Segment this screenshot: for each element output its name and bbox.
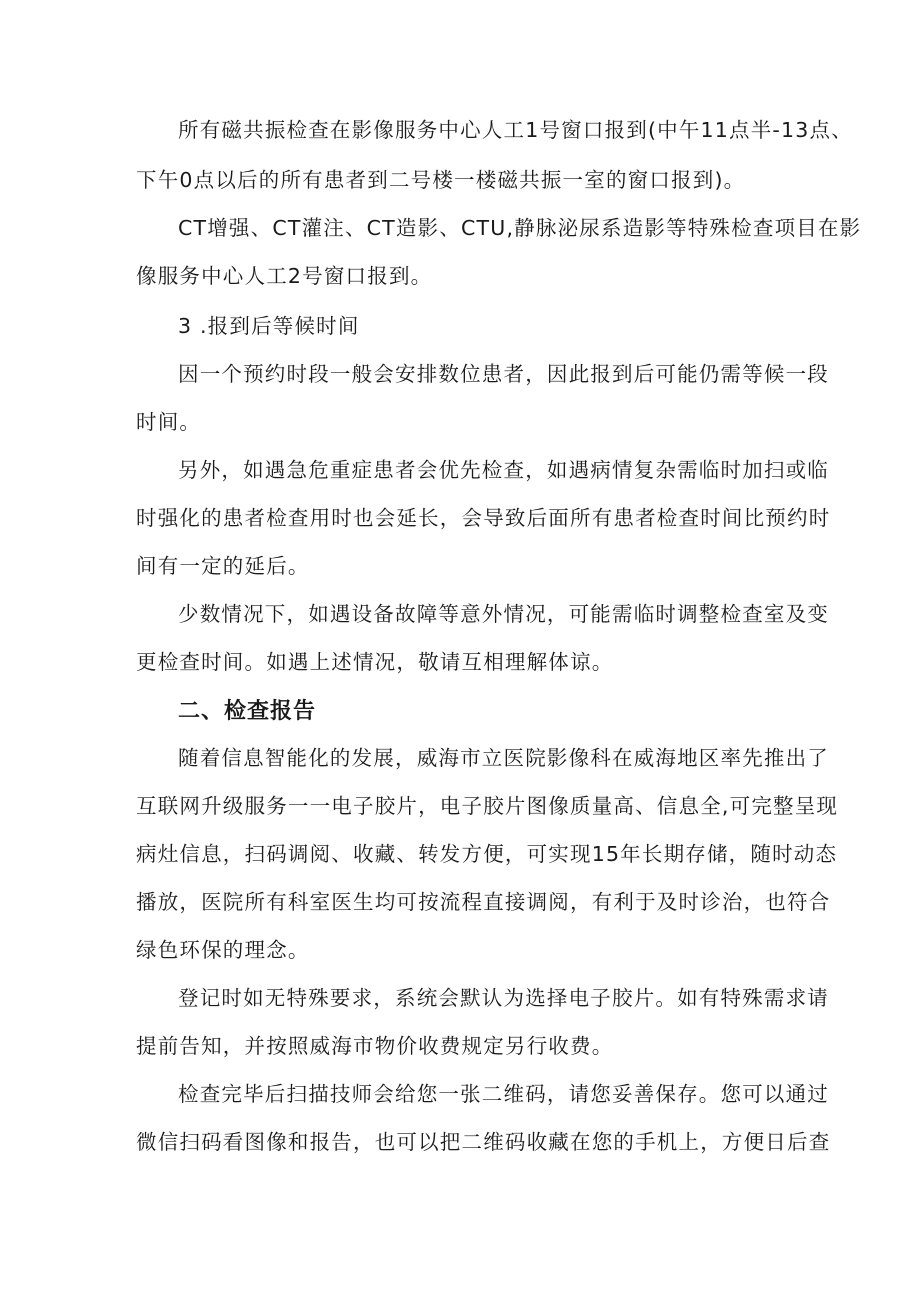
paragraph-line: 绿色环保的理念。 <box>136 938 310 962</box>
paragraph-line: 下午0点以后的所有患者到二号楼一楼磁共振一室的窗口报到)。 <box>136 168 746 192</box>
paragraph-line: 检查完毕后扫描技师会给您一张二维码，请您妥善保存。您可以通过 <box>178 1082 829 1106</box>
paragraph-line: 微信扫码看图像和报告，也可以把二维码收藏在您的手机上，方便日后查 <box>136 1130 831 1154</box>
paragraph-line: 提前告知，并按照威海市物价收费规定另行收费。 <box>136 1034 614 1058</box>
paragraph-line: 病灶信息，扫码调阅、收藏、转发方便，可实现15年长期存储，随时动态 <box>136 842 838 866</box>
paragraph-line: CT增强、CT灌注、CT造影、CTU,静脉泌尿系造影等特殊检查项目在影 <box>178 216 862 240</box>
paragraph-line: 少数情况下，如遇设备故障等意外情况，可能需临时调整检查室及变 <box>178 602 829 626</box>
paragraph-line: 播放，医院所有科室医生均可按流程直接调阅，有利于及时诊治，也符合 <box>136 890 831 914</box>
paragraph-line: 所有磁共振检查在影像服务中心人工1号窗口报到(中午11点半-13点、 <box>178 118 853 142</box>
paragraph-line: 更检查时间。如遇上述情况，敬请互相理解体谅。 <box>136 650 614 674</box>
paragraph-line: 登记时如无特殊要求，系统会默认为选择电子胶片。如有特殊需求请 <box>178 986 829 1010</box>
paragraph-line: 时间。 <box>136 410 202 434</box>
paragraph-line: 互联网升级服务一一电子胶片，电子胶片图像质量高、信息全,可完整呈现 <box>136 794 839 818</box>
paragraph-line: 另外，如遇急危重症患者会优先检查，如遇病情复杂需临时加扫或临 <box>178 458 829 482</box>
paragraph-line: 随着信息智能化的发展，威海市立医院影像科在威海地区率先推出了 <box>178 746 829 770</box>
paragraph-line: 像服务中心人工2号窗口报到。 <box>136 264 433 288</box>
section-heading: 二、检查报告 <box>178 699 317 724</box>
paragraph-line: 间有一定的延后。 <box>136 554 310 578</box>
paragraph-line: 因一个预约时段一般会安排数位患者，因此报到后可能仍需等候一段 <box>178 362 829 386</box>
paragraph-line: 时强化的患者检查用时也会延长，会导致后面所有患者检查时间比预约时 <box>136 506 831 530</box>
section-subheading: 3 .报到后等候时间 <box>178 314 360 338</box>
